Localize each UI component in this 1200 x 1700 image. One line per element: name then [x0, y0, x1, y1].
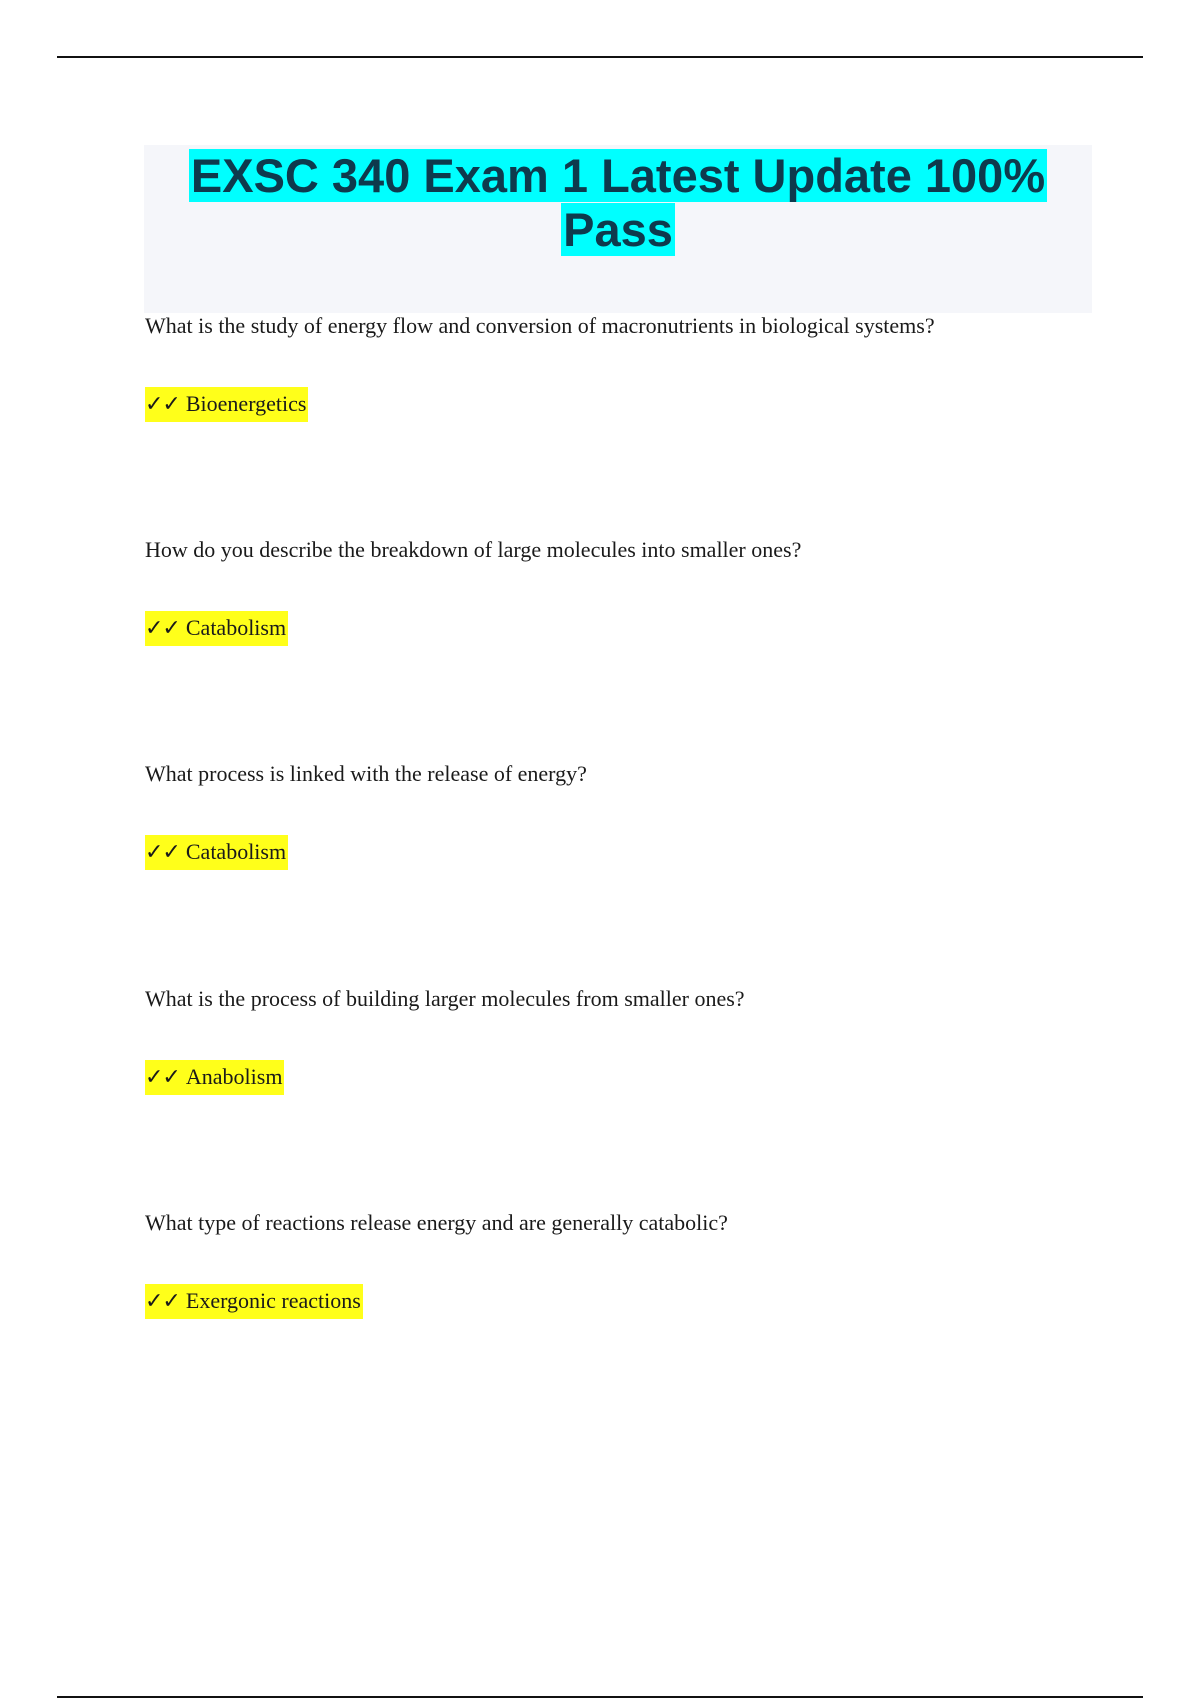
answer-highlight	[145, 387, 308, 422]
double-check-icon: ✓✓	[145, 840, 180, 865]
double-check-icon: ✓✓	[145, 616, 180, 641]
answer-highlight	[145, 1284, 363, 1319]
answer-text: Bioenergetics	[185, 391, 307, 416]
question-text: How do you describe the breakdown of large molecules into smaller ones?	[145, 537, 802, 562]
qa-item	[145, 760, 1125, 865]
qa-item	[145, 1209, 1125, 1314]
question-text: What is the study of energy flow and conversion of macronutrients in biological systems?	[145, 313, 935, 338]
bottom-rule	[57, 1696, 1143, 1698]
page-title: EXSC 340 Exam 1 Latest Update 100% Pass	[190, 149, 1046, 256]
double-check-icon: ✓✓	[145, 392, 180, 417]
double-check-icon: ✓✓	[145, 1289, 180, 1314]
answer-text: Exergonic reactions	[185, 1288, 361, 1313]
title-block	[144, 145, 1092, 313]
answer-text: Catabolism	[185, 615, 287, 640]
qa-item	[145, 312, 1125, 417]
double-check-icon: ✓✓	[145, 1065, 180, 1090]
question-text: What is the process of building larger molecules from smaller ones?	[145, 986, 745, 1011]
answer-highlight	[145, 1060, 284, 1095]
top-rule	[57, 56, 1143, 58]
question-text: What type of reactions release energy and are generally catabolic?	[145, 1210, 728, 1235]
question-text: What process is linked with the release of energy?	[145, 761, 587, 786]
answer-highlight	[145, 835, 288, 870]
qa-item	[145, 985, 1125, 1090]
answer-highlight	[145, 611, 288, 646]
answer-text: Catabolism	[185, 839, 287, 864]
answer-text: Anabolism	[185, 1064, 283, 1089]
qa-item	[145, 536, 1125, 641]
